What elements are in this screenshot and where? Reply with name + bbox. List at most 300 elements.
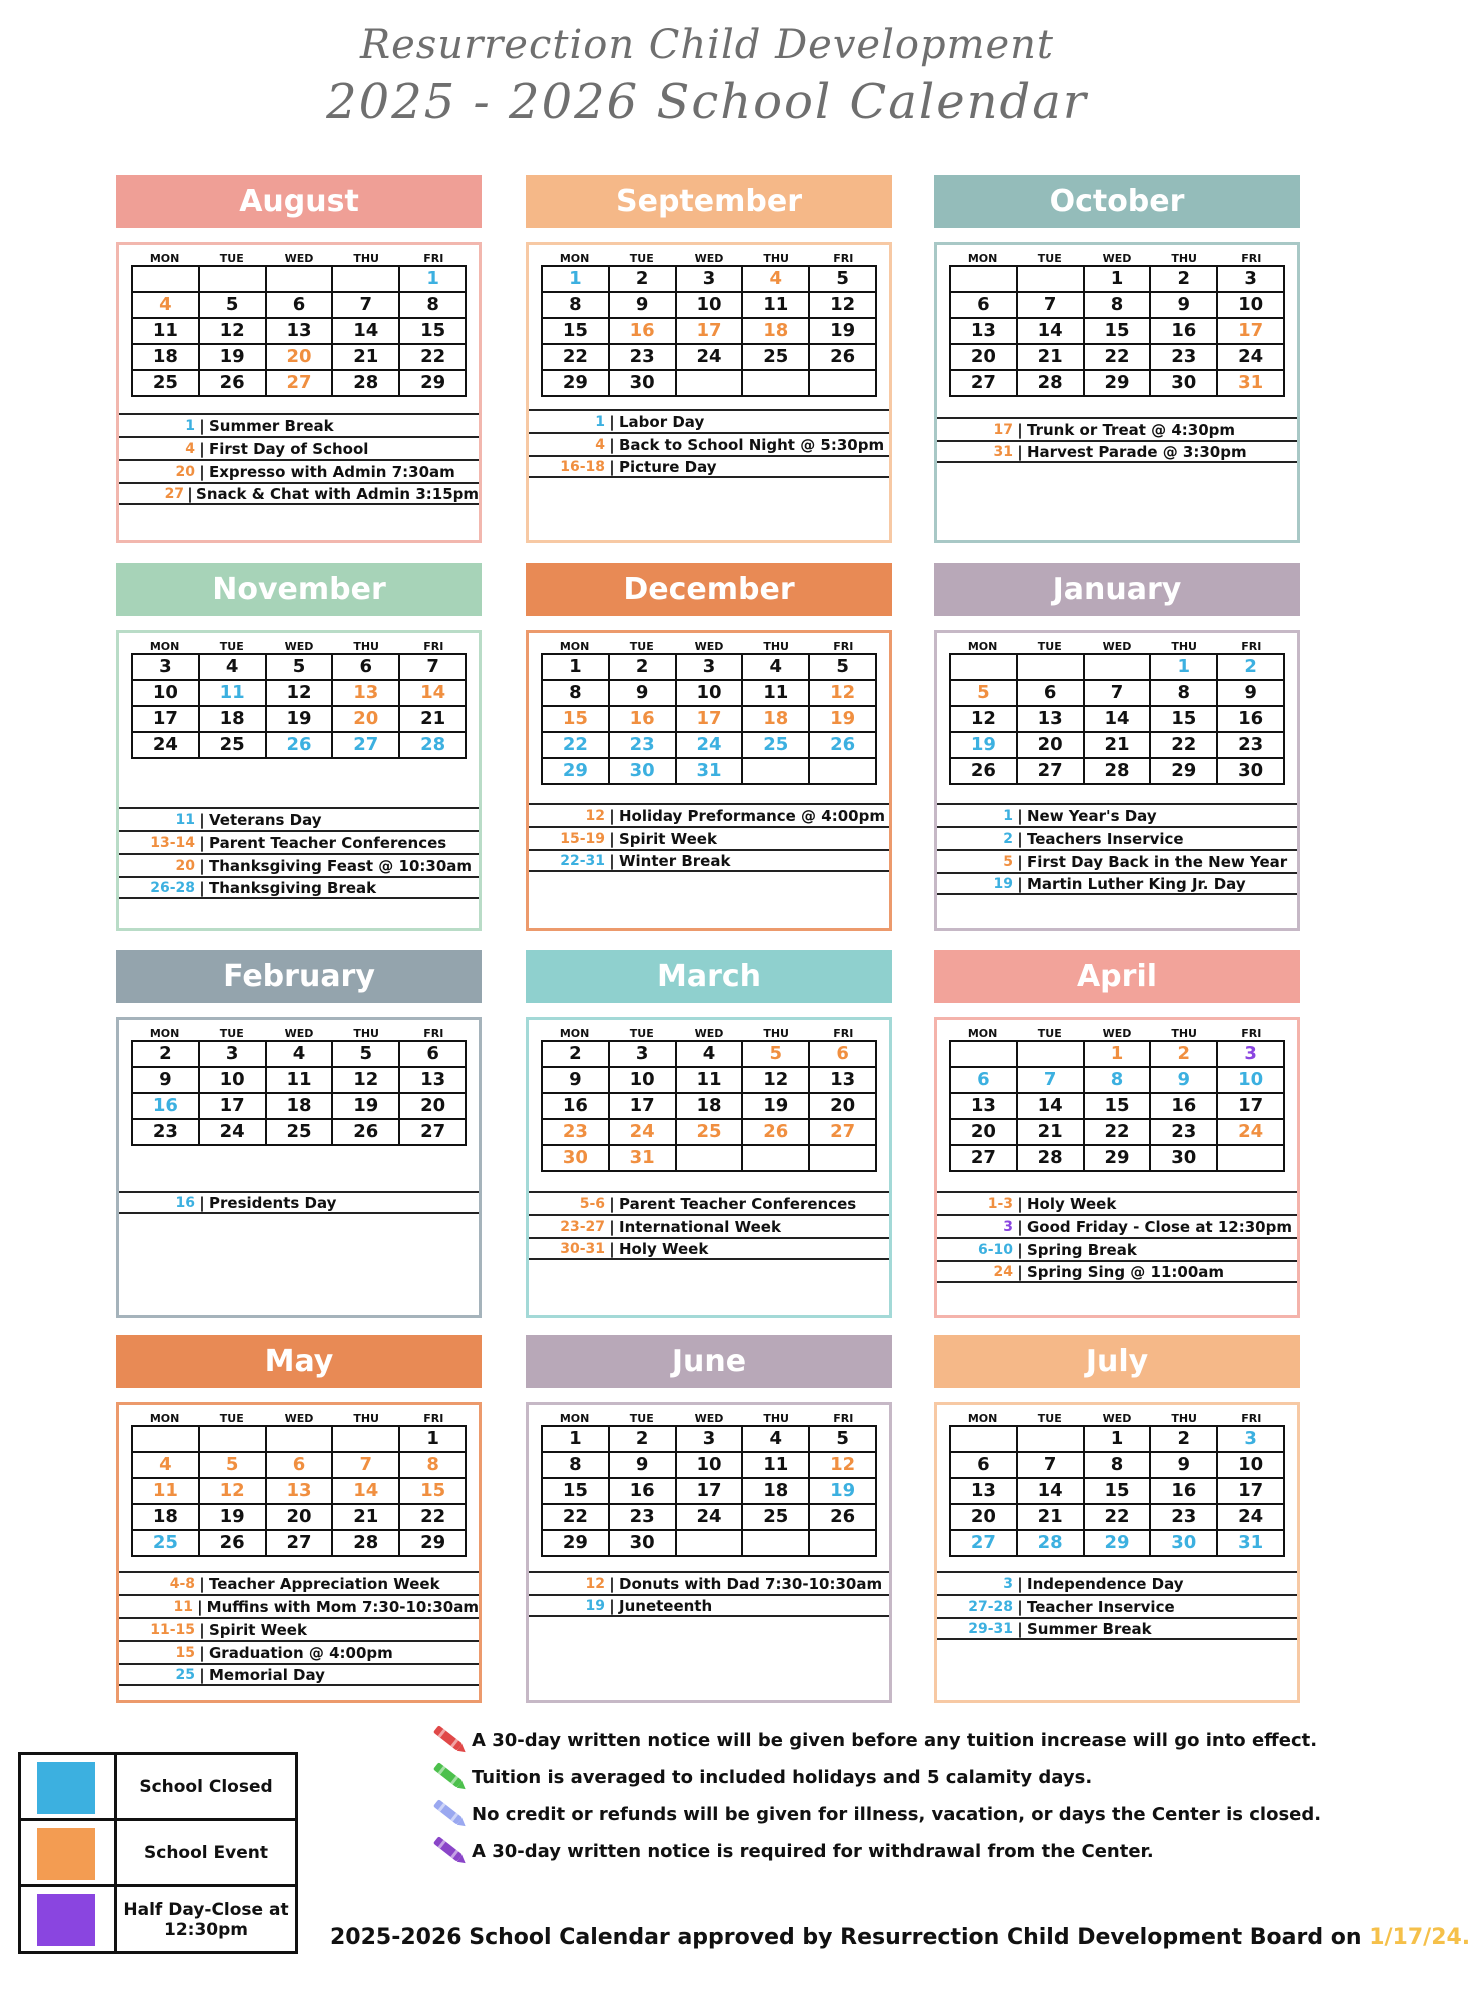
day-grid [541,653,877,785]
day-cell: 20 [400,1094,467,1120]
day-cell: 5 [951,681,1018,707]
day-cell: 26 [810,1505,877,1531]
day-cell [1085,655,1152,681]
event-text: Donuts with Dad 7:30-10:30am [619,1574,883,1593]
event-row [119,459,479,482]
day-cell: 22 [543,1505,610,1531]
weekday-label: WED [1102,1412,1132,1425]
event-row [119,876,479,899]
day-cell [133,1427,200,1453]
event-separator: | [199,1620,205,1639]
day-cell: 12 [333,1068,400,1094]
day-cell: 23 [610,733,677,759]
event-separator: | [1017,420,1023,439]
day-cell: 15 [400,1479,467,1505]
month-title: November [116,563,482,616]
day-cell [677,1146,744,1172]
day-cell: 19 [810,1479,877,1505]
day-cell: 25 [200,733,267,759]
event-date: 17 [993,421,1013,438]
weekday-label: MON [967,252,998,265]
event-row [937,1214,1297,1237]
day-cell: 18 [677,1094,744,1120]
weekday-header [949,640,1285,653]
month-title: February [116,950,482,1003]
month-title: January [934,563,1300,616]
day-cell: 24 [610,1120,677,1146]
event-date: 31 [993,443,1013,460]
day-cell: 12 [810,681,877,707]
day-cell: 19 [810,707,877,733]
event-separator: | [1017,874,1023,893]
day-cell: 16 [543,1094,610,1120]
month-body [934,630,1300,931]
day-cell [951,267,1018,293]
legend-row-event [21,1821,295,1887]
day-cell: 19 [333,1094,400,1120]
day-cell: 1 [543,267,610,293]
day-cell: 8 [1151,681,1218,707]
day-cell: 20 [810,1094,877,1120]
day-cell: 31 [1218,371,1285,397]
crayon-icon [428,1724,474,1756]
day-cell: 5 [810,655,877,681]
event-row [937,826,1297,849]
day-cell: 17 [1218,1094,1285,1120]
weekday-label: TUE [629,252,654,265]
day-cell: 27 [267,371,334,397]
event-row [529,1594,889,1617]
event-text: Juneteenth [619,1596,713,1615]
day-cell: 16 [610,319,677,345]
day-cell: 27 [267,1531,334,1557]
day-cell: 29 [1085,1146,1152,1172]
month-title: July [934,1335,1300,1388]
weekday-label: FRI [1241,1412,1262,1425]
month-december [526,563,892,931]
day-cell: 20 [333,707,400,733]
day-cell: 26 [333,1120,400,1146]
day-cell: 8 [1085,1453,1152,1479]
month-june [526,1335,892,1703]
weekday-label: TUE [629,1027,654,1040]
day-cell: 6 [951,293,1018,319]
month-january [934,563,1300,931]
day-cell: 12 [743,1068,810,1094]
month-body [116,1402,482,1703]
day-cell: 6 [1018,681,1085,707]
day-cell: 29 [1085,1531,1152,1557]
event-row [529,455,889,478]
day-cell: 15 [1151,707,1218,733]
weekday-header [541,252,877,265]
weekday-label: FRI [833,1027,854,1040]
event-separator: | [199,1574,205,1593]
event-separator: | [199,856,205,875]
halfday-swatch [37,1894,95,1946]
event-list [119,807,479,899]
event-date: 6-10 [977,1241,1013,1258]
day-grid [131,1040,467,1146]
note-row [424,1796,1394,1833]
day-cell: 4 [743,267,810,293]
event-date: 1 [185,417,195,434]
day-cell: 27 [951,1146,1018,1172]
day-cell: 23 [543,1120,610,1146]
event-date: 26-28 [150,879,195,896]
day-cell [810,1146,877,1172]
day-cell: 24 [133,733,200,759]
month-march [526,950,892,1318]
weekday-label: FRI [1241,640,1262,653]
month-title: August [116,175,482,228]
event-text: Teacher Inservice [1027,1597,1175,1616]
weekday-label: TUE [629,640,654,653]
weekday-label: THU [1171,1027,1197,1040]
weekday-label: WED [1102,252,1132,265]
event-row [119,436,479,459]
day-cell: 26 [951,759,1018,785]
day-cell: 30 [1151,1146,1218,1172]
day-cell: 24 [677,1505,744,1531]
event-row [937,803,1297,826]
event-text: Spirit Week [209,1620,307,1639]
day-cell: 28 [400,733,467,759]
day-cell: 6 [267,1453,334,1479]
day-cell: 20 [951,1505,1018,1531]
day-cell: 13 [267,1479,334,1505]
day-cell [810,1531,877,1557]
event-separator: | [609,829,615,848]
weekday-header [541,640,877,653]
policy-notes [424,1722,1394,1870]
event-date: 29-31 [968,1620,1013,1637]
day-cell: 28 [1018,1146,1085,1172]
event-text: Martin Luther King Jr. Day [1027,874,1246,893]
event-text: Presidents Day [209,1193,337,1212]
weekday-label: TUE [1037,1412,1062,1425]
event-text: Spring Break [1027,1240,1137,1259]
event-row [529,1571,889,1594]
day-cell: 10 [1218,1068,1285,1094]
event-row [529,1237,889,1260]
event-separator: | [199,439,205,458]
day-cell: 28 [333,371,400,397]
event-date: 27-28 [968,1598,1013,1615]
day-cell: 1 [1085,1042,1152,1068]
weekday-label: FRI [833,1412,854,1425]
day-cell: 8 [1085,293,1152,319]
day-cell: 14 [333,1479,400,1505]
day-cell [677,371,744,397]
day-cell: 23 [1151,1505,1218,1531]
day-cell: 8 [1085,1068,1152,1094]
event-text: Thanksgiving Break [209,878,377,897]
day-cell: 14 [1085,707,1152,733]
day-cell [677,1531,744,1557]
day-cell: 25 [133,371,200,397]
day-cell: 7 [333,1453,400,1479]
weekday-header [541,1027,877,1040]
day-cell: 18 [200,707,267,733]
day-cell: 29 [543,371,610,397]
day-cell: 21 [1018,345,1085,371]
day-cell: 21 [333,1505,400,1531]
event-separator: | [199,833,205,852]
event-date: 20 [175,857,195,874]
day-cell: 16 [610,707,677,733]
day-cell: 7 [1018,1068,1085,1094]
day-cell: 22 [400,345,467,371]
day-cell: 15 [1085,1094,1152,1120]
day-cell [200,1427,267,1453]
event-row [119,1663,479,1686]
day-cell: 18 [133,345,200,371]
day-grid [131,265,467,397]
event-separator: | [1017,1262,1023,1281]
weekday-label: FRI [423,640,444,653]
day-cell: 28 [1085,759,1152,785]
day-cell: 15 [543,319,610,345]
month-april [934,950,1300,1318]
weekday-header [949,252,1285,265]
day-cell: 9 [133,1068,200,1094]
day-cell: 12 [200,1479,267,1505]
event-separator: | [609,806,615,825]
day-cell: 11 [677,1068,744,1094]
event-row [529,803,889,826]
day-cell: 3 [1218,1042,1285,1068]
event-row [119,1640,479,1663]
day-cell: 2 [1218,655,1285,681]
day-cell: 17 [200,1094,267,1120]
event-date: 12 [585,1575,605,1592]
note-text: Tuition is averaged to included holidays and 5 calamity days. [472,1767,1093,1788]
event-text: Snack & Chat with Admin 3:15pm [196,484,479,503]
weekday-label: FRI [423,1412,444,1425]
day-cell: 30 [1151,371,1218,397]
event-text: Thanksgiving Feast @ 10:30am [209,856,473,875]
day-cell: 25 [677,1120,744,1146]
month-body [526,1402,892,1703]
event-row [937,1237,1297,1260]
day-cell: 5 [333,1042,400,1068]
weekday-label: TUE [629,1412,654,1425]
event-date: 4-8 [169,1575,195,1592]
event-text: Parent Teacher Conferences [619,1194,857,1213]
day-cell: 12 [200,319,267,345]
day-cell: 11 [133,319,200,345]
note-text: A 30-day written notice is required for withdrawal from the Center. [472,1841,1154,1862]
event-date: 4 [595,436,605,453]
day-cell: 15 [400,319,467,345]
event-text: Trunk or Treat @ 4:30pm [1027,420,1236,439]
month-body [116,242,482,543]
day-cell: 8 [543,681,610,707]
day-cell: 19 [267,707,334,733]
day-cell: 20 [951,1120,1018,1146]
event-text: Labor Day [619,412,705,431]
day-cell: 17 [677,707,744,733]
event-text: Good Friday - Close at 12:30pm [1027,1217,1292,1236]
month-body [116,1017,482,1318]
legend [18,1752,298,1954]
day-cell [1018,1042,1085,1068]
month-body [934,1402,1300,1703]
day-cell: 25 [743,345,810,371]
weekday-label: THU [353,640,379,653]
day-cell: 26 [267,733,334,759]
day-cell: 3 [677,267,744,293]
day-grid [949,1040,1285,1172]
day-cell: 30 [1151,1531,1218,1557]
day-cell: 13 [400,1068,467,1094]
day-cell: 27 [333,733,400,759]
day-cell: 1 [400,1427,467,1453]
day-cell: 28 [1018,1531,1085,1557]
event-text: Holy Week [619,1239,709,1258]
day-cell: 8 [543,293,610,319]
day-cell: 1 [400,267,467,293]
day-cell: 24 [1218,1505,1285,1531]
event-row [119,413,479,436]
weekday-label: THU [1171,640,1197,653]
note-text: No credit or refunds will be given for illness, vacation, or days the Center is closed. [472,1804,1322,1825]
day-cell: 20 [951,345,1018,371]
weekday-label: MON [559,1412,590,1425]
event-row [119,1191,479,1214]
legend-row-halfday [21,1887,295,1953]
event-separator: | [609,457,615,476]
day-cell: 15 [543,707,610,733]
event-date: 22-31 [560,852,605,869]
day-cell: 12 [951,707,1018,733]
day-cell: 6 [333,655,400,681]
weekday-label: FRI [833,640,854,653]
weekday-label: THU [353,252,379,265]
day-cell: 3 [1218,267,1285,293]
day-cell: 18 [743,707,810,733]
day-cell: 2 [1151,267,1218,293]
day-cell: 17 [677,1479,744,1505]
day-cell: 2 [133,1042,200,1068]
month-july [934,1335,1300,1703]
calendar-title: 2025 - 2026 School Calendar [326,74,1088,130]
month-february [116,950,482,1318]
weekday-label: TUE [1037,252,1062,265]
month-september [526,175,892,543]
event-row [937,1594,1297,1617]
day-cell: 18 [267,1094,334,1120]
day-cell: 11 [743,681,810,707]
day-cell: 23 [1151,1120,1218,1146]
day-cell [200,267,267,293]
event-separator: | [1017,1619,1023,1638]
day-cell: 24 [677,733,744,759]
day-cell: 15 [1085,1479,1152,1505]
event-date: 3 [1003,1218,1013,1235]
day-cell: 9 [1151,1068,1218,1094]
day-cell: 1 [1151,655,1218,681]
event-text: Holy Week [1027,1194,1117,1213]
day-cell: 29 [543,1531,610,1557]
event-separator: | [609,1574,615,1593]
day-cell: 18 [133,1505,200,1531]
event-separator: | [199,462,205,481]
day-cell: 30 [610,371,677,397]
weekday-label: MON [559,640,590,653]
day-cell: 22 [1151,733,1218,759]
weekday-label: FRI [423,1027,444,1040]
day-cell: 18 [743,1479,810,1505]
day-cell: 16 [1151,319,1218,345]
event-date: 30-31 [560,1240,605,1257]
day-cell: 26 [200,371,267,397]
weekday-label: TUE [219,640,244,653]
event-text: Memorial Day [209,1665,325,1684]
weekday-label: WED [1102,640,1132,653]
day-cell [743,1146,810,1172]
legend-row-closed [21,1755,295,1821]
event-swatch [37,1828,95,1880]
day-grid [949,1425,1285,1557]
weekday-label: WED [284,1027,314,1040]
day-cell: 4 [743,1427,810,1453]
day-cell: 26 [810,345,877,371]
day-cell: 30 [543,1146,610,1172]
day-cell: 13 [951,1094,1018,1120]
day-cell: 10 [1218,293,1285,319]
day-cell [810,759,877,785]
day-cell: 19 [200,345,267,371]
day-cell: 5 [200,1453,267,1479]
weekday-label: TUE [219,1412,244,1425]
day-cell: 13 [267,319,334,345]
weekday-label: WED [694,1412,724,1425]
day-grid [541,1425,877,1557]
event-list [937,417,1297,463]
day-cell: 10 [677,1453,744,1479]
weekday-header [949,1027,1285,1040]
day-cell: 8 [400,1453,467,1479]
event-separator: | [199,1643,205,1662]
approval-text: 2025-2026 School Calendar approved by Resurrection Child Development Board on [330,1925,1370,1950]
event-date: 25 [175,1666,195,1683]
day-cell: 8 [543,1453,610,1479]
day-cell: 10 [677,681,744,707]
month-may [116,1335,482,1703]
day-cell: 13 [951,319,1018,345]
day-cell: 3 [200,1042,267,1068]
note-row [424,1759,1394,1796]
month-title: May [116,1335,482,1388]
event-text: Harvest Parade @ 3:30pm [1027,442,1247,461]
event-row [529,1191,889,1214]
event-separator: | [609,412,615,431]
event-row [119,807,479,830]
day-cell [1018,655,1085,681]
weekday-label: FRI [833,252,854,265]
event-separator: | [1017,1597,1023,1616]
day-cell: 3 [1218,1427,1285,1453]
event-row [937,1191,1297,1214]
event-text: Winter Break [619,851,731,870]
day-cell: 5 [810,1427,877,1453]
event-separator: | [609,1239,615,1258]
month-body [116,630,482,931]
weekday-label: WED [284,1412,314,1425]
day-cell: 16 [610,1479,677,1505]
